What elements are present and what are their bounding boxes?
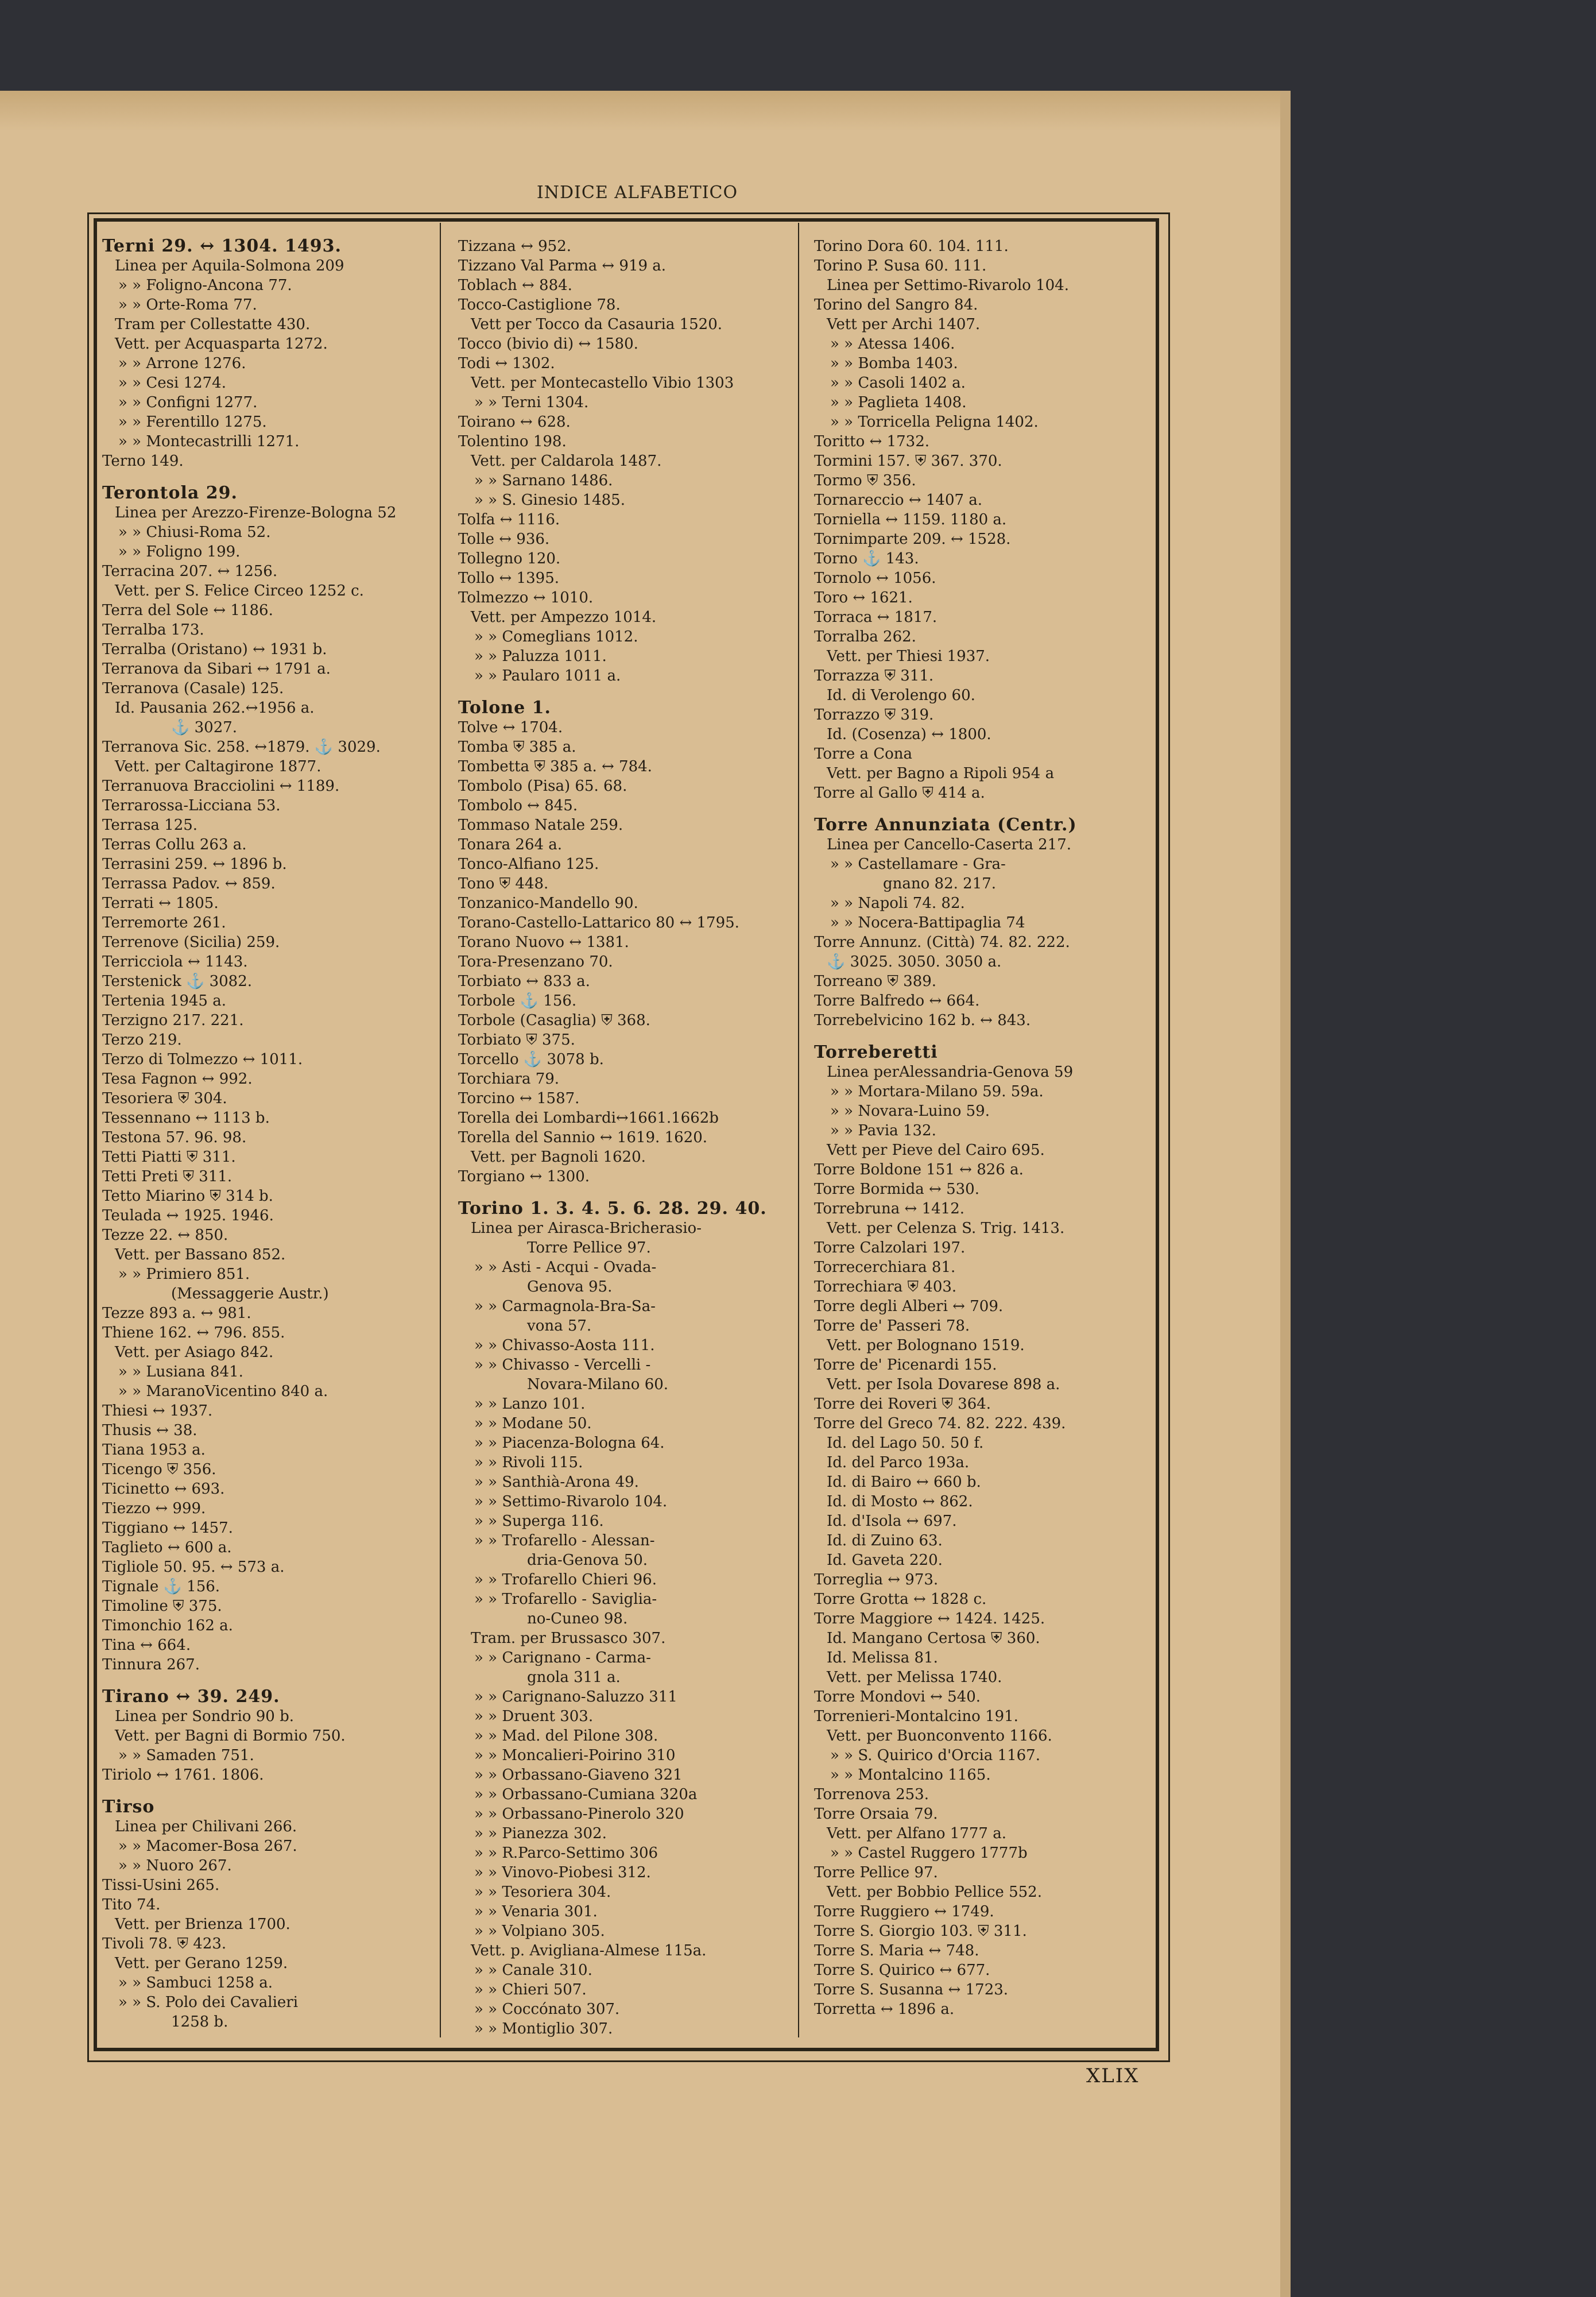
index-entry: Tollo ↔ 1395. [458,570,560,587]
index-entry: Torano-Castello-Lattarico 80 ↔ 1795. [458,914,739,931]
index-entry: Torreglia ↔ 973. [814,1571,939,1588]
index-entry: » » Trofarello - Saviglia- [474,1591,657,1608]
index-entry: » » Foligno 199. [118,543,241,560]
index-entry: Torreano ⛨ 389. [814,973,937,990]
index-entry: Thiesi ↔ 1937. [102,1402,213,1420]
index-entry: » » Modane 50. [474,1415,592,1432]
index-entry: Torcino ↔ 1587. [458,1090,580,1107]
index-entry: Tram. per Brussasco 307. [471,1630,666,1647]
index-entry: gnola 311 a. [527,1669,621,1686]
index-entry: » » Trofarello Chieri 96. [474,1571,657,1588]
index-entry: Tezze 893 a. ↔ 981. [102,1305,251,1322]
index-entry: » » Paularo 1011 a. [474,667,621,685]
index-entry: Tignale ⚓ 156. [102,1578,220,1595]
index-entry: » » Samaden 751. [118,1747,254,1764]
index-entry: Vett. per Buonconvento 1166. [827,1727,1052,1745]
index-entry: Vett. per Asiago 842. [115,1344,274,1361]
index-entry: » » Terni 1304. [474,394,589,411]
index-entry: Terzo 219. [102,1031,182,1049]
index-entry: Torgiano ↔ 1300. [458,1168,590,1185]
index-entry: » » Primiero 851. [118,1266,250,1283]
index-entry: Torre al Gallo ⛨ 414 a. [814,784,985,802]
index-entry: Id. Mangano Certosa ⛨ 360. [827,1630,1040,1647]
index-entry: Vett. per Brienza 1700. [115,1916,290,1933]
index-entry: Tetti Piatti ⛨ 311. [102,1148,236,1166]
index-entry: Torrebruna ↔ 1412. [814,1200,965,1217]
index-entry: Vett. per Bolognano 1519. [827,1337,1025,1354]
index-entry: Id. di Bairo ↔ 660 b. [827,1474,981,1491]
index-entry: Terremorte 261. [102,914,226,931]
index-entry: ⚓ 3027. [171,719,238,736]
index-entry: Linea per Chilivani 266. [115,1818,297,1835]
index-entry: Tesoriera ⛨ 304. [102,1090,227,1107]
index-entry: Tizzano Val Parma ↔ 919 a. [458,257,667,274]
index-entry: Tigliole 50. 95. ↔ 573 a. [102,1559,285,1576]
index-entry: Linea per Sondrio 90 b. [115,1708,294,1725]
index-entry: Vett. per Bobbio Pellice 552. [827,1884,1042,1901]
index-entry: » » Comeglians 1012. [474,628,638,645]
index-entry: Torre Maggiore ↔ 1424. 1425. [814,1610,1045,1627]
index-entry: » » S. Quirico d'Orcia 1167. [830,1747,1040,1764]
index-entry: Torella dei Lombardi↔1661.1662b [458,1109,719,1127]
index-entry: Linea per Settimo-Rivarolo 104. [827,277,1069,294]
index-entry: Torrebelvicino 162 b. ↔ 843. [814,1012,1031,1029]
index-entry: Tonzanico-Mandello 90. [458,895,638,912]
index-entry: Tolone 1. [458,698,551,718]
index-entry: Toro ↔ 1621. [814,589,913,606]
index-entry: Id. di Verolengo 60. [827,687,975,704]
index-entry: Terralba 173. [102,621,204,639]
index-entry: » » S. Ginesio 1485. [474,492,625,509]
index-entry: » » Piacenza-Bologna 64. [474,1434,665,1452]
index-entry: » » Asti - Acqui - Ovada- [474,1259,657,1276]
index-entry: Testona 57. 96. 98. [102,1129,247,1146]
index-entry: Torretta ↔ 1896 a. [814,2001,955,2018]
index-entry: Todi ↔ 1302. [458,355,555,372]
index-entry: » » Trofarello - Alessan- [474,1532,655,1549]
index-entry: Vett. per Melissa 1740. [827,1669,1002,1686]
index-entry: Tormo ⛨ 356. [814,472,916,489]
index-entry: Genova 95. [527,1278,613,1296]
index-entry: » » Macomer-Bosa 267. [118,1838,297,1855]
index-entry: Tessennano ↔ 1113 b. [102,1109,270,1127]
index-entry: Terstenick ⚓ 3082. [102,973,253,990]
index-entry: Tombetta ⛨ 385 a. ↔ 784. [458,758,652,775]
index-entry: Torbiato ⛨ 375. [458,1031,575,1049]
index-entry: Thusis ↔ 38. [102,1422,197,1439]
index-entry: Vett. per Alfano 1777 a. [827,1825,1007,1842]
index-entry: » » Coccónato 307. [474,2001,620,2018]
index-entry: Terrasini 259. ↔ 1896 b. [102,856,287,873]
index-entry: Tora-Presenzano 70. [458,953,613,970]
index-entry: Id. Gaveta 220. [827,1552,943,1569]
index-entry: Id. d'Isola ↔ 697. [827,1513,957,1530]
index-entry: Torbiato ↔ 833 a. [458,973,590,990]
index-entry: » » Vinovo-Piobesi 312. [474,1864,651,1881]
index-entry: Vett. per Gerano 1259. [115,1955,288,1972]
index-entry: Tolfa ↔ 1116. [458,511,560,528]
index-entry: Ticinetto ↔ 693. [102,1480,225,1498]
index-entry: Torre a Cona [814,745,913,763]
index-entry: Novara-Milano 60. [527,1376,669,1393]
index-entry: Terras Collu 263 a. [102,836,247,853]
index-entry: Vett. per Caldarola 1487. [471,453,662,470]
index-entry: » » Orbassano-Giaveno 321 [474,1766,683,1784]
page-right-edge [1280,91,1291,2297]
index-entry: Terranova da Sibari ↔ 1791 a. [102,660,331,678]
index-entry: Vett per Tocco da Casauria 1520. [471,316,723,333]
index-entry: ⚓ 3025. 3050. 3050 a. [827,953,1002,970]
index-entry: Teulada ↔ 1925. 1946. [102,1207,274,1224]
index-entry: Vett. p. Avigliana-Almese 115a. [471,1942,707,1959]
index-entry: Terrassa Padov. ↔ 859. [102,875,276,892]
index-entry: » » Cesi 1274. [118,374,226,392]
index-entry: Terrarossa-Licciana 53. [102,797,281,814]
index-entry: Linea perAlessandria-Genova 59 [827,1064,1074,1081]
index-entry: » » Superga 116. [474,1513,604,1530]
index-entry: » » Chiusi-Roma 52. [118,524,271,541]
index-entry: Vett. per Acquasparta 1272. [115,335,328,353]
index-entry: » » R.Parco-Settimo 306 [474,1844,658,1862]
index-entry: Tornareccio ↔ 1407 a. [814,492,983,509]
index-entry: Torella del Sannio ↔ 1619. 1620. [458,1129,708,1146]
index-entry: Torre Balfredo ↔ 664. [814,992,980,1010]
index-entry: Terno 149. [102,453,184,470]
index-entry: » » Castel Ruggero 1777b [830,1844,1028,1862]
index-entry: Terracina 207. ↔ 1256. [102,563,278,580]
index-entry: » » Montiglio 307. [474,2020,613,2037]
index-entry: Tornolo ↔ 1056. [814,570,936,587]
index-entry: Tiriolo ↔ 1761. 1806. [102,1766,264,1784]
index-entry: » » Nocera-Battipaglia 74 [830,914,1025,931]
index-entry: Torno ⚓ 143. [814,550,919,567]
index-entry: » » Pianezza 302. [474,1825,607,1842]
index-entry: Tolve ↔ 1704. [458,719,563,736]
index-entry: Terzo di Tolmezzo ↔ 1011. [102,1051,303,1068]
index-entry: Tivoli 78. ⛨ 423. [102,1935,227,1952]
index-entry: » » Napoli 74. 82. [830,895,965,912]
index-entry: Tolle ↔ 936. [458,531,550,548]
index-entry: Vett per Archi 1407. [827,316,981,333]
index-entry: Terzigno 217. 221. [102,1012,244,1029]
page-number: XLIX [1086,2064,1140,2087]
index-entry: Tolmezzo ↔ 1010. [458,589,594,606]
index-entry: Vett. per Celenza S. Trig. 1413. [827,1220,1065,1237]
index-entry: » » Torricella Peligna 1402. [830,413,1039,431]
index-entry: Torre Orsaia 79. [814,1805,938,1823]
index-entry: Tormini 157. ⛨ 367. 370. [814,453,1002,470]
index-entry: Thiene 162. ↔ 796. 855. [102,1324,285,1341]
index-entry: » » Chivasso-Aosta 111. [474,1337,655,1354]
index-entry: Tirano ↔ 39. 249. [102,1687,280,1707]
index-entry: Tito 74. [102,1896,161,1913]
index-entry: Torre Boldone 151 ↔ 826 a. [814,1161,1024,1178]
index-entry: » » Tesoriera 304. [474,1884,611,1901]
index-entry: » » Settimo-Rivarolo 104. [474,1493,668,1510]
index-entry: Linea per Arezzo-Firenze-Bologna 52 [115,504,397,521]
index-entry: Torre S. Quirico ↔ 677. [814,1962,990,1979]
index-entry: Tiggiano ↔ 1457. [102,1519,233,1537]
index-entry: Torrazza ⛨ 311. [814,667,934,685]
index-entry: » » Configni 1277. [118,394,258,411]
index-entry: Vett. per Caltagirone 1877. [115,758,321,775]
index-entry: dria-Genova 50. [527,1552,648,1569]
index-column-2 [458,237,797,2039]
index-entry: Id. del Parco 193a. [827,1454,970,1471]
index-entry: » » Chieri 507. [474,1981,587,1998]
index-entry: vona 57. [527,1317,592,1335]
index-entry: Terrati ↔ 1805. [102,895,219,912]
index-entry: Tezze 22. ↔ 850. [102,1227,228,1244]
index-entry: (Messaggerie Austr.) [171,1285,329,1302]
index-entry: Tornimparte 209. ↔ 1528. [814,531,1011,548]
index-entry: Vett. per Bagnoli 1620. [471,1148,646,1166]
index-entry: » » Mortara-Milano 59. 59a. [830,1083,1044,1100]
index-entry: Torre Ruggiero ↔ 1749. [814,1903,994,1920]
index-entry: Torraca ↔ 1817. [814,609,938,626]
index-column-1 [102,237,441,2032]
index-entry: Torre degli Alberi ↔ 709. [814,1298,1004,1315]
index-entry: » » Sarnano 1486. [474,472,613,489]
index-entry: Torre Bormida ↔ 530. [814,1181,979,1198]
index-entry: » » Ferentillo 1275. [118,413,267,431]
index-entry: Terrasa 125. [102,817,198,834]
index-entry: Torrecerchiara 81. [814,1259,956,1276]
index-entry: » » Paluzza 1011. [474,648,607,665]
index-entry: Torreberetti [814,1042,938,1062]
index-entry: Vett. per Montecastello Vibio 1303 [471,374,734,392]
index-entry: » » Novara-Luino 59. [830,1103,990,1120]
index-entry: Id. (Cosenza) ↔ 1800. [827,726,991,743]
index-entry: Terontola 29. [102,483,238,503]
index-entry: » » S. Polo dei Cavalieri [118,1994,299,2011]
index-entry: » » Santhià-Arona 49. [474,1474,639,1491]
index-entry: Terra del Sole ↔ 1186. [102,602,273,619]
index-entry: » » Carignano-Saluzzo 311 [474,1688,677,1706]
index-entry: » » Casoli 1402 a. [830,374,966,392]
index-entry: Torre Annunz. (Città) 74. 82. 222. [814,934,1070,951]
index-entry: Torrazzo ⛨ 319. [814,706,934,724]
index-entry: Linea per Aquila-Solmona 209 [115,257,344,274]
index-entry: Timonchio 162 a. [102,1617,233,1634]
index-entry: Torre Calzolari 197. [814,1239,966,1256]
page-top-edge [0,91,1291,131]
index-entry: 1258 b. [171,2013,228,2031]
index-entry: » » Lusiana 841. [118,1363,243,1380]
index-entry: Vett. per Bagno a Ripoli 954 a [827,765,1055,782]
index-entry: » » Montalcino 1165. [830,1766,991,1784]
index-entry: Vett. per Ampezzo 1014. [471,609,657,626]
index-column-3 [814,237,1159,2019]
index-entry: » » Atessa 1406. [830,335,955,353]
index-entry: Tina ↔ 664. [102,1637,191,1654]
index-entry: Vett. per Thiesi 1937. [827,648,990,665]
index-entry: Terranova (Casale) 125. [102,680,284,697]
index-entry: Terrenove (Sicilia) 259. [102,934,280,951]
index-entry: » » Orbassano-Cumiana 320a [474,1786,698,1803]
index-entry: » » Volpiano 305. [474,1923,605,1940]
index-entry: » » Orbassano-Pinerolo 320 [474,1805,684,1823]
index-entry: Tissi-Usini 265. [102,1877,220,1894]
index-entry: Torre Pellice 97. [527,1239,651,1256]
index-entry: Torino P. Susa 60. 111. [814,257,987,274]
index-entry: » » Carmagnola-Bra-Sa- [474,1298,656,1315]
index-entry: Torbole (Casaglia) ⛨ 368. [458,1012,650,1029]
index-entry: » » Nuoro 267. [118,1857,232,1874]
page-header: INDICE ALFABETICO [536,183,738,203]
index-entry: Vett. per Bassano 852. [115,1246,286,1263]
index-entry: Torrechiara ⛨ 403. [814,1278,957,1296]
index-entry: Torano Nuovo ↔ 1381. [458,934,629,951]
index-entry: Tonco-Alfiano 125. [458,856,599,873]
index-entry: Tetti Preti ⛨ 311. [102,1168,233,1185]
index-entry: Tirso [102,1797,155,1817]
index-entry: Toritto ↔ 1732. [814,433,930,450]
index-entry: Vett. per Bagni di Bormio 750. [115,1727,346,1745]
index-entry: Terricciola ↔ 1143. [102,953,248,970]
index-entry: Torre de' Passeri 78. [814,1317,970,1335]
index-entry: Terni 29. ↔ 1304. 1493. [102,236,342,256]
index-entry: » » Pavia 132. [830,1122,936,1139]
index-entry: Id. Melissa 81. [827,1649,938,1666]
index-entry: Torre de' Picenardi 155. [814,1356,997,1374]
index-entry: » » Montecastrilli 1271. [118,433,300,450]
index-entry: Vett per Pieve del Cairo 695. [827,1142,1045,1159]
index-entry: Terranuova Bracciolini ↔ 1189. [102,778,340,795]
index-entry: » » Moncalieri-Poirino 310 [474,1747,676,1764]
index-entry: » » Foligno-Ancona 77. [118,277,292,294]
index-entry: » » Castellamare - Gra- [830,856,1006,873]
index-entry: Torre S. Susanna ↔ 1723. [814,1981,1009,1998]
index-entry: » » Venaria 301. [474,1903,598,1920]
index-entry: » » Mad. del Pilone 308. [474,1727,658,1745]
index-entry: » » Rivoli 115. [474,1454,583,1471]
index-entry: Tombolo ↔ 845. [458,797,578,814]
index-entry: Torre S. Giorgio 103. ⛨ 311. [814,1923,1027,1940]
index-entry: Torrenova 253. [814,1786,929,1803]
index-entry: » » Sambuci 1258 a. [118,1974,273,1991]
index-entry: Ticengo ⛨ 356. [102,1461,216,1478]
index-entry: » » Bomba 1403. [830,355,958,372]
index-entry: Tocco-Castiglione 78. [458,296,621,314]
index-entry: Tesa Fagnon ↔ 992. [102,1070,253,1088]
index-entry: gnano 82. 217. [883,875,997,892]
index-entry: Torre S. Maria ↔ 748. [814,1942,979,1959]
index-entry: » » Chivasso - Vercelli - [474,1356,651,1374]
index-entry: Torre Pellice 97. [814,1864,938,1881]
index-entry: Torre del Greco 74. 82. 222. 439. [814,1415,1066,1432]
index-entry: Taglieto ↔ 600 a. [102,1539,232,1556]
index-entry: Tocco (bivio di) ↔ 1580. [458,335,638,353]
index-entry: Timoline ⛨ 375. [102,1598,222,1615]
index-entry: Tollegno 120. [458,550,561,567]
index-entry: Tetto Miarino ⛨ 314 b. [102,1188,273,1205]
index-entry: » » Canale 310. [474,1962,592,1979]
index-entry: Torniella ↔ 1159. 1180 a. [814,511,1007,528]
index-entry: Tono ⛨ 448. [458,875,549,892]
index-entry: Torbole ⚓ 156. [458,992,577,1010]
index-entry: Torrenieri-Montalcino 191. [814,1708,1018,1725]
index-entry: Torralba 262. [814,628,916,645]
index-entry: Tinnura 267. [102,1656,200,1673]
index-entry: Tertenia 1945 a. [102,992,226,1010]
index-entry: Tombolo (Pisa) 65. 68. [458,778,627,795]
column-rule-2 [798,223,799,2037]
index-entry: » » Druent 303. [474,1708,594,1725]
index-entry: Tram per Collestatte 430. [115,316,311,333]
index-entry: Id. di Mosto ↔ 862. [827,1493,973,1510]
index-entry: no-Cuneo 98. [527,1610,628,1627]
index-entry: Torino 1. 3. 4. 5. 6. 28. 29. 40. [458,1198,767,1219]
index-entry: Id. del Lago 50. 50 f. [827,1434,984,1452]
index-entry: Tonara 264 a. [458,836,563,853]
index-entry: Id. di Zuino 63. [827,1532,943,1549]
index-entry: Tomba ⛨ 385 a. [458,738,576,756]
index-entry: Torre Annunziata (Centr.) [814,815,1077,835]
index-entry: Vett. per S. Felice Circeo 1252 c. [115,582,364,600]
index-entry: Torino del Sangro 84. [814,296,978,314]
index-entry: » » Lanzo 101. [474,1395,586,1413]
index-entry: Tolentino 198. [458,433,567,450]
index-entry: Torcello ⚓ 3078 b. [458,1051,604,1068]
index-entry: Toirano ↔ 628. [458,413,571,431]
index-entry: Torre Grotta ↔ 1828 c. [814,1591,987,1608]
index-entry: Toblach ↔ 884. [458,277,572,294]
index-entry: Tizzana ↔ 952. [458,238,572,255]
index-entry: Id. Pausania 262.↔1956 a. [115,699,315,717]
index-entry: Vett. per Isola Dovarese 898 a. [827,1376,1060,1393]
index-entry: Torre dei Roveri ⛨ 364. [814,1395,991,1413]
index-entry: Tommaso Natale 259. [458,817,623,834]
index-entry: Linea per Cancello-Caserta 217. [827,836,1072,853]
index-entry: Linea per Airasca-Bricherasio- [471,1220,702,1237]
index-entry: Tiana 1953 a. [102,1441,206,1459]
index-entry: Torre Mondovi ↔ 540. [814,1688,981,1706]
index-entry: » » Arrone 1276. [118,355,246,372]
index-entry: Terranova Sic. 258. ↔1879. ⚓ 3029. [102,738,381,756]
index-entry: » » Orte-Roma 77. [118,296,257,314]
index-entry: » » Paglieta 1408. [830,394,967,411]
index-entry: Torchiara 79. [458,1070,560,1088]
index-entry: » » Carignano - Carma- [474,1649,651,1666]
index-entry: Torino Dora 60. 104. 111. [814,238,1009,255]
index-entry: Tiezzo ↔ 999. [102,1500,206,1517]
index-entry: » » MaranoVicentino 840 a. [118,1383,328,1400]
index-entry: Terralba (Oristano) ↔ 1931 b. [102,641,327,658]
